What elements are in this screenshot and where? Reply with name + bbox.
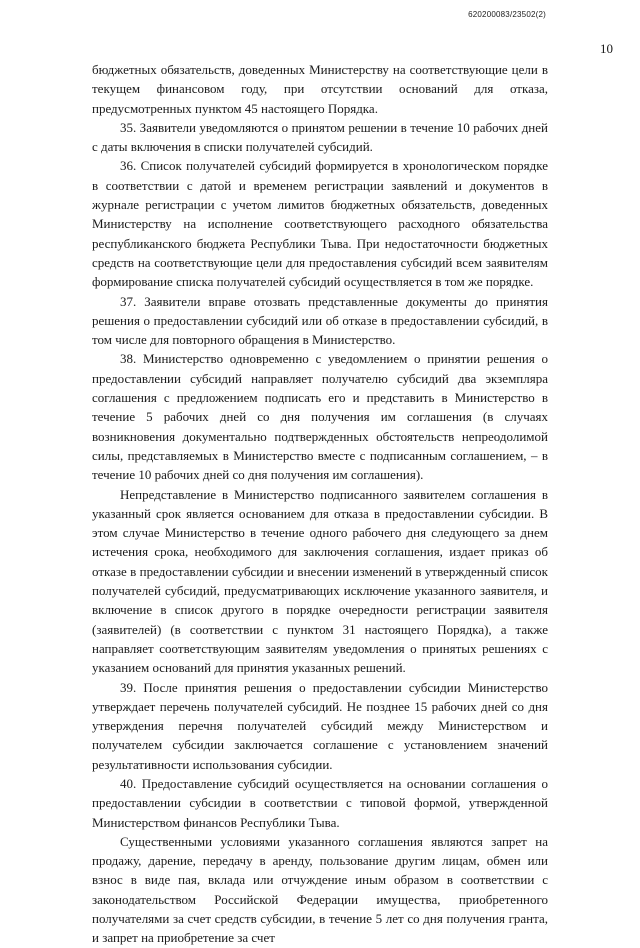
paragraph-38: 38. Министерство одновременно с уведомлением о принятии решения о предоставлении субсидий направляет получателю субсидий два экземпляра соглашения с предложением подписать его и представить в Министерство в течение 5 рабочих дней со дня получения им соглашения (в случаях возникновения документально подтвержденных обстоятельств непреодолимой силы, представляемых в Министерство вместе с подписанным соглашением, – в течение 10 рабочих дней со дня получения им соглашения). xyxy=(92,351,548,483)
document-body xyxy=(92,60,548,948)
paragraph-40-continued: Существенными условиями указанного соглашения являются запрет на продажу, дарение, передачу в аренду, пользование другим лицам, обмен или взнос в виде пая, вклада или отчуждение иным образом в соответствии с законодательством Российской Федерации имущества, приобретенного получателями за счет средств субсидии, в течение 5 лет со дня получения гранта, и запрет на приобретение за счет xyxy=(92,833,548,946)
page-number: 10 xyxy=(600,41,613,56)
paragraph-37: 37. Заявители вправе отозвать представленные документы до принятия решения о предоставлении субсидий или об отказе в предоставлении субсидий, в том числе для повторного обращения в Министерство. xyxy=(92,293,548,348)
document-id: 620200083/23502(2) xyxy=(468,10,546,19)
paragraph-continued: бюджетных обязательств, доведенных Министерству на соответствующие цели в текущем финансовом году, при отсутствии оснований для отказа, предусмотренных пунктом 45 настоящего Порядка. xyxy=(92,62,548,116)
paragraph-36: 36. Список получателей субсидий формируется в хронологическом порядке в соответствии с датой и временем регистрации заявлений и документов в журнале регистрации с учетом лимитов бюджетных обязательств, доведенных Министерству на исполнение соответствующего расходного обязательства республиканского бюджета Республики Тыва. При недостаточности бюджетных средств на соответствующие цели для предоставления субсидий всем заявителям формирование списка получателей субсидий осуществляется в том же порядке. xyxy=(92,158,548,290)
paragraph-40: 40. Предоставление субсидий осуществляется на основании соглашения о предоставлении субсидии в соответствии с типовой формой, утвержденной Министерством финансов Республики Тыва. xyxy=(92,775,548,830)
paragraph-35: 35. Заявители уведомляются о принятом решении в течение 10 рабочих дней с даты включения в списки получателей субсидий. xyxy=(92,119,548,155)
paragraph-39: 39. После принятия решения о предоставлении субсидии Министерство утверждает перечень получателей субсидий. Не позднее 15 рабочих дней со дня утверждения перечня получателей субсидий между Министерством и получателем субсидии заключается соглашение с установлением значений результативности использования субсидии. xyxy=(92,679,548,772)
paragraph-38-continued: Непредставление в Министерство подписанного заявителем соглашения в указанный срок является основанием для отказа в предоставлении субсидии. В этом случае Министерство в течение одного рабочего дня следующего за днем истечения срока, необходимого для заключения соглашения, издает приказ об отказе в предоставлении субсидии и внесении изменений в утвержденный список получателей субсидий, предусматривающих исключение указанного заявителя, и включение в список другого в порядке очередности регистрации заявителя (заявителей) (в соответствии с пунктом 31 настоящего Порядка), а также направляет соответствующим заявителям уведомления о принятых решениях с указанием оснований для принятия указанных решений. xyxy=(92,486,548,676)
